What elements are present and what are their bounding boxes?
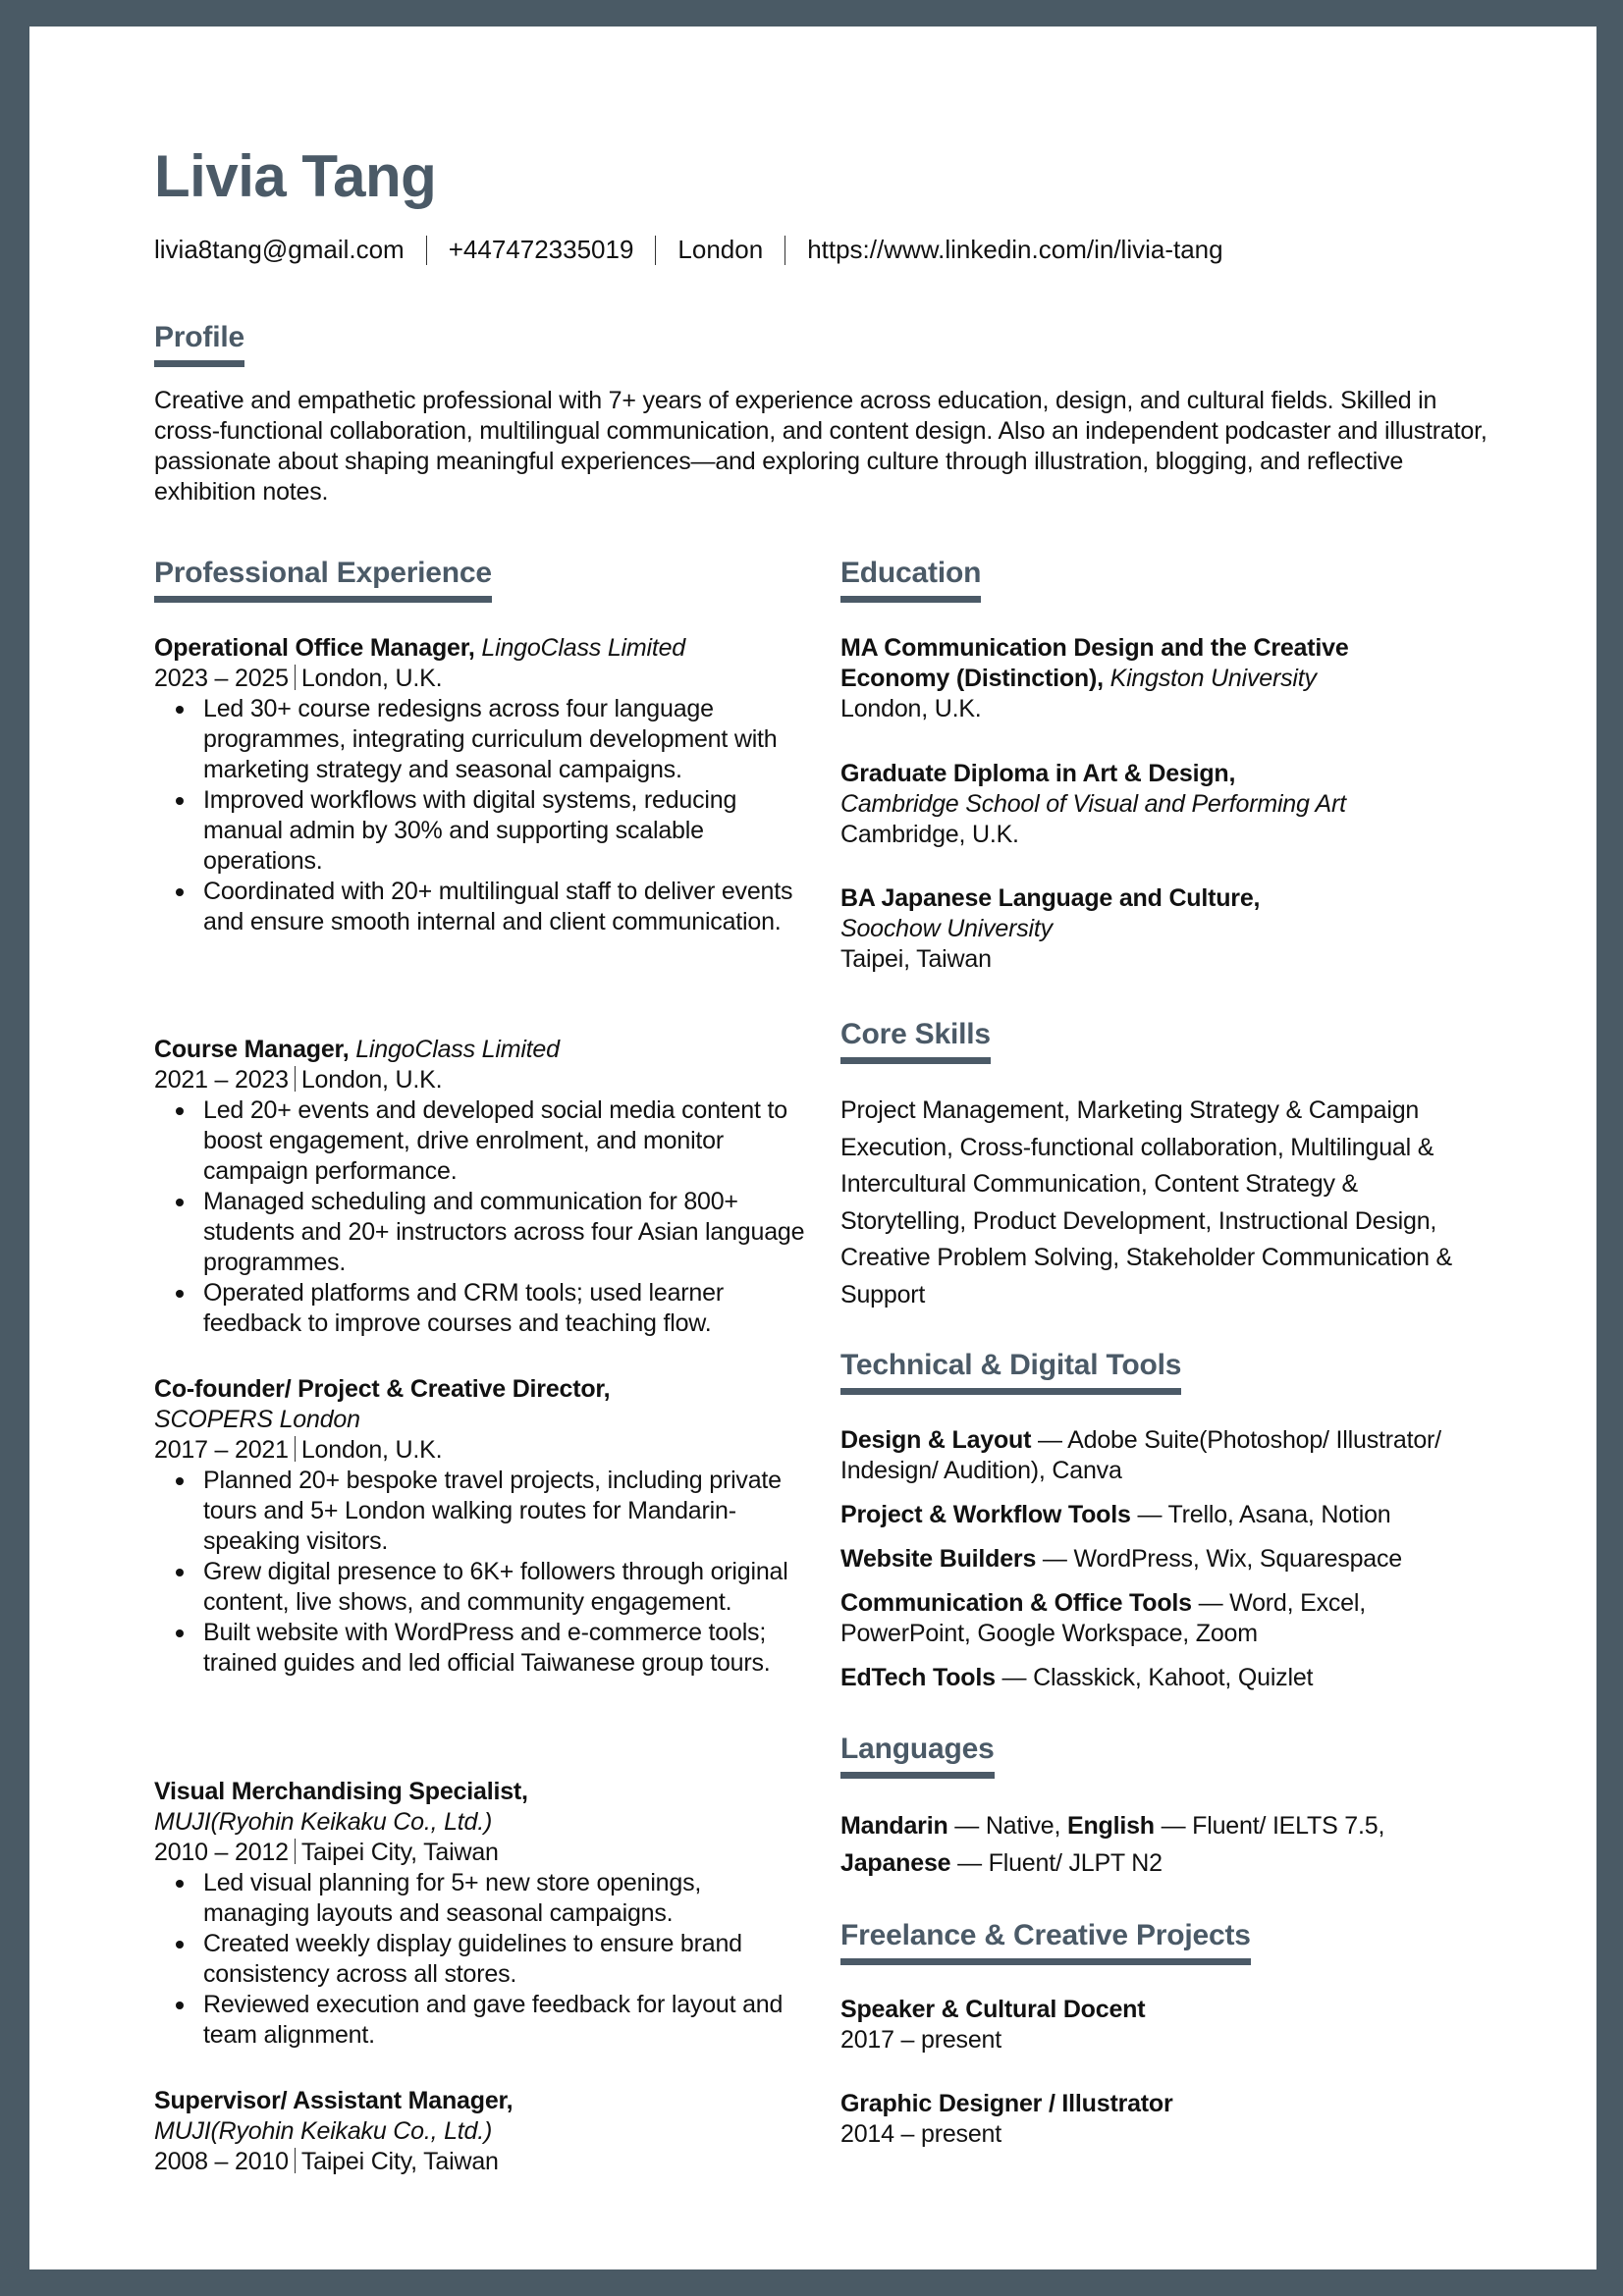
- languages-text: [840, 1808, 1469, 1882]
- freelance-entry: [840, 2089, 1528, 2150]
- section-heading: Professional Experience: [154, 557, 492, 603]
- education-entry: [840, 883, 1528, 975]
- core-skills-text: Project Management, Marketing Strategy & Campaign Execution, Cross-functional collaboration, Multilingual & Intercultural Communication, Content Strategy & Storytelling, Product Development, Instructional Design, Creative Problem Solving, Stakeholder Communication & Support: [840, 1096, 1453, 1308]
- tool-category: Website Builders: [840, 1545, 1037, 1573]
- tool-item: [840, 1588, 1469, 1649]
- tool-category: Design & Layout: [840, 1426, 1032, 1454]
- section-heading: Languages: [840, 1733, 995, 1779]
- linkedin-link[interactable]: https://www.linkedin.com/in/livia-tang: [807, 235, 1223, 264]
- bullet: Operated platforms and CRM tools; used learner feedback to improve courses and teaching flow.: [203, 1278, 807, 1339]
- bullet: Improved workflows with digital systems, reducing manual admin by 30% and supporting scalable operations.: [203, 785, 807, 877]
- bullet: Reviewed execution and gave feedback for layout and team alignment.: [203, 1990, 807, 2051]
- section-heading: Core Skills: [840, 1018, 991, 1064]
- project-dates: 2014 – present: [840, 2120, 1001, 2148]
- company: SCOPERS London: [154, 1406, 360, 1433]
- education-entry: [840, 759, 1528, 850]
- tool-values: — Classkick, Kahoot, Quizlet: [995, 1664, 1314, 1691]
- tool-item: [840, 1663, 1469, 1693]
- school: Cambridge School of Visual and Performing Art: [840, 790, 1346, 818]
- tools-list: [840, 1425, 1469, 1707]
- job-title: Operational Office Manager,: [154, 634, 475, 662]
- bullet: Led visual planning for 5+ new store openings, managing layouts and seasonal campaigns.: [203, 1868, 807, 1929]
- degree: BA Japanese Language and Culture,: [840, 884, 1261, 912]
- divider: [784, 236, 785, 265]
- degree: MA Communication Design and the Creative Economy (Distinction),: [840, 634, 1349, 692]
- divider: [295, 1066, 296, 1092]
- bullet: Grew digital presence to 6K+ followers through original content, live shows, and community engagement.: [203, 1557, 807, 1618]
- edu-location: Taipei, Taiwan: [840, 945, 992, 973]
- job-location: Taipei City, Taiwan: [300, 1839, 499, 1866]
- section-heading: Freelance & Creative Projects: [840, 1919, 1251, 1965]
- proficiency: — Native,: [947, 1812, 1067, 1840]
- edu-location: Cambridge, U.K.: [840, 821, 1019, 848]
- language: English: [1066, 1812, 1155, 1840]
- bullet: Managed scheduling and communication for 800+ students and 20+ instructors across four Asian language programmes.: [203, 1187, 807, 1278]
- job-title: Visual Merchandising Specialist,: [154, 1778, 528, 1805]
- candidate-name: Livia Tang: [154, 143, 437, 209]
- school: Kingston University: [1109, 665, 1317, 692]
- job-location: London, U.K.: [300, 1436, 443, 1464]
- project-title: Speaker & Cultural Docent: [840, 1996, 1146, 2023]
- section-heading: Education: [840, 557, 981, 603]
- project-dates: 2017 – present: [840, 2026, 1001, 2054]
- tool-item: [840, 1500, 1469, 1530]
- tool-values: — WordPress, Wix, Squarespace: [1036, 1545, 1403, 1573]
- section-heading: Profile: [154, 321, 244, 367]
- company: LingoClass Limited: [355, 1036, 560, 1063]
- job-entry: [154, 1777, 807, 2051]
- job-entry: [154, 1035, 807, 1339]
- job-dates: 2017 – 2021: [154, 1436, 289, 1464]
- bullet: Led 30+ course redesigns across four language programmes, integrating curriculum development with marketing strategy and seasonal campaigns.: [203, 694, 807, 785]
- divider: [295, 1436, 296, 1462]
- tool-category: Communication & Office Tools: [840, 1589, 1192, 1617]
- profile-text: Creative and empathetic professional with 7+ years of experience across education, design, and cultural fields. Skilled in cross-functional collaboration, multilingual communication, and content design. Also an independent podcaster and illustrator, passionate about shaping meaningful experiences—and exploring culture through illustration, blogging, and reflective exhibition notes.: [154, 387, 1488, 506]
- project-title: Graphic Designer / Illustrator: [840, 2090, 1173, 2117]
- job-entry: [154, 2086, 807, 2177]
- divider: [655, 236, 656, 265]
- tool-values: — Adobe Suite(Photoshop/ Illustrator/ Indesign/ Audition), Canva: [840, 1426, 1441, 1484]
- company: MUJI(Ryohin Keikaku Co., Ltd.): [154, 1808, 493, 1836]
- job-dates: 2021 – 2023: [154, 1066, 289, 1094]
- tool-item: [840, 1425, 1469, 1486]
- company: LingoClass Limited: [481, 634, 686, 662]
- degree: Graduate Diploma in Art & Design,: [840, 760, 1236, 787]
- job-dates: 2008 – 2010: [154, 2148, 289, 2175]
- job-title: Co-founder/ Project & Creative Director,: [154, 1375, 611, 1403]
- phone: +447472335019: [448, 235, 634, 264]
- bullet: Planned 20+ bespoke travel projects, including private tours and 5+ London walking routes for Mandarin-speaking visitors.: [203, 1466, 807, 1557]
- divider: [295, 2148, 296, 2173]
- tool-values: — Trello, Asana, Notion: [1130, 1501, 1391, 1528]
- job-location: London, U.K.: [300, 1066, 443, 1094]
- job-title: Course Manager,: [154, 1036, 350, 1063]
- bullet: Led 20+ events and developed social media content to boost engagement, drive enrolment, and monitor campaign performance.: [203, 1095, 807, 1187]
- job-title: Supervisor/ Assistant Manager,: [154, 2087, 514, 2114]
- tool-category: EdTech Tools: [840, 1664, 996, 1691]
- divider: [295, 1839, 296, 1864]
- job-entry: [154, 1374, 807, 1679]
- freelance-entry: [840, 1995, 1528, 2056]
- job-dates: 2023 – 2025: [154, 665, 289, 692]
- proficiency: — Fluent/ IELTS 7.5,: [1154, 1812, 1385, 1840]
- tool-item: [840, 1544, 1469, 1575]
- profile-section: [154, 321, 807, 367]
- school: Soochow University: [840, 915, 1053, 942]
- contact-row: [154, 235, 1223, 265]
- job-location: Taipei City, Taiwan: [300, 2148, 499, 2175]
- language: Mandarin: [840, 1812, 948, 1840]
- company: MUJI(Ryohin Keikaku Co., Ltd.): [154, 2117, 493, 2145]
- resume-page: [29, 27, 1596, 2269]
- job-dates: 2010 – 2012: [154, 1839, 289, 1866]
- email-link[interactable]: livia8tang@gmail.com: [154, 235, 405, 264]
- proficiency: — Fluent/ JLPT N2: [950, 1848, 1163, 1877]
- tool-category: Project & Workflow Tools: [840, 1501, 1131, 1528]
- education-entry: [840, 633, 1410, 724]
- bullet: Built website with WordPress and e-commerce tools; trained guides and led official Taiwanese group tours.: [203, 1618, 807, 1679]
- language: Japanese: [840, 1848, 951, 1877]
- bullet: Coordinated with 20+ multilingual staff to deliver events and ensure smooth internal and client communication.: [203, 877, 807, 937]
- location: London: [677, 235, 764, 264]
- bullet: Created weekly display guidelines to ensure brand consistency across all stores.: [203, 1929, 807, 1990]
- job-entry: [154, 633, 807, 937]
- edu-location: London, U.K.: [840, 695, 982, 722]
- divider: [426, 236, 427, 265]
- section-heading: Technical & Digital Tools: [840, 1349, 1181, 1395]
- divider: [295, 665, 296, 690]
- tool-values: — Word, Excel, PowerPoint, Google Workspace, Zoom: [840, 1589, 1366, 1647]
- job-location: London, U.K.: [300, 665, 443, 692]
